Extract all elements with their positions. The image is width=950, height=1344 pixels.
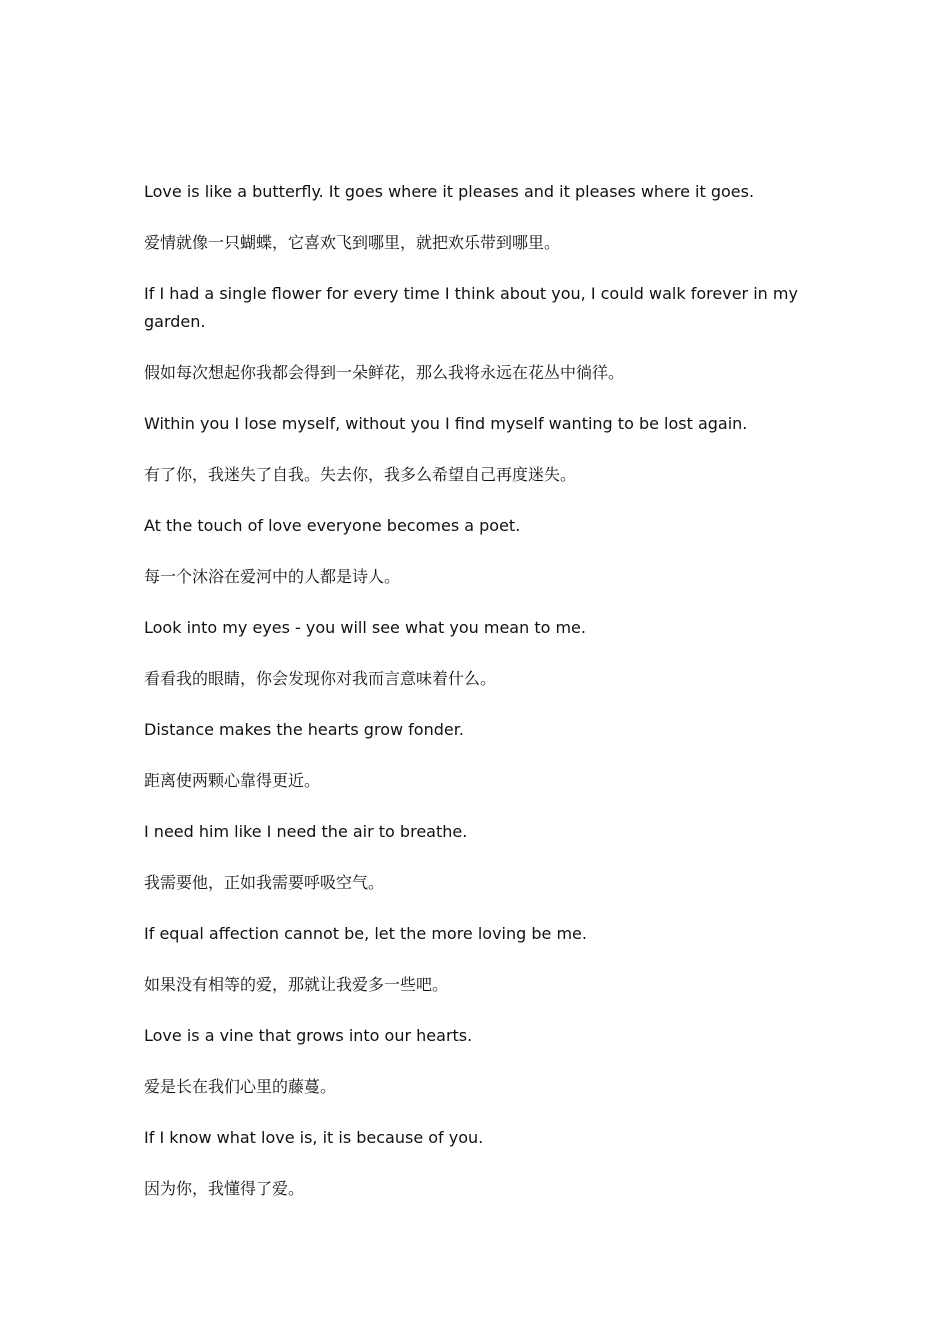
quote-chinese: 看看我的眼睛，你会发现你对我而言意味着什么。 [144,669,497,688]
quote-chinese: 因为你，我懂得了爱。 [144,1179,305,1198]
quote-chinese: 爱是长在我们心里的藤蔓。 [144,1077,337,1096]
quote-english: Look into my eyes - you will see what you mean to me. [144,618,586,637]
quote-english: If I know what love is, it is because of you. [144,1128,484,1147]
quote-chinese: 有了你，我迷失了自我。失去你，我多么希望自己再度迷失。 [144,465,577,484]
quote-english: Love is a vine that grows into our hearts. [144,1026,473,1045]
quote-english: Distance makes the hearts grow fonder. [144,720,464,739]
quote-english: Love is like a butterfly. It goes where it pleases and it pleases where it goes. [144,182,755,201]
quote-chinese: 距离使两颗心靠得更近。 [144,771,321,790]
quote-english: If equal affection cannot be, let the more loving be me. [144,924,587,943]
document-body [144,178,808,1226]
quote-english: At the touch of love everyone becomes a poet. [144,516,521,535]
quote-english: Within you I lose myself, without you I find myself wanting to be lost again. [144,414,748,433]
quote-chinese: 我需要他，正如我需要呼吸空气。 [144,873,385,892]
quote-chinese: 如果没有相等的爱，那就让我爱多一些吧。 [144,975,449,994]
quote-english: I need him like I need the air to breathe. [144,822,468,841]
quote-chinese: 假如每次想起你我都会得到一朵鲜花，那么我将永远在花丛中徜徉。 [144,363,625,382]
quote-chinese: 每一个沐浴在爱河中的人都是诗人。 [144,567,401,586]
quote-english: If I had a single flower for every time I think about you, I could walk forever in my garden. [144,284,798,331]
quote-chinese: 爱情就像一只蝴蝶，它喜欢飞到哪里，就把欢乐带到哪里。 [144,233,561,252]
